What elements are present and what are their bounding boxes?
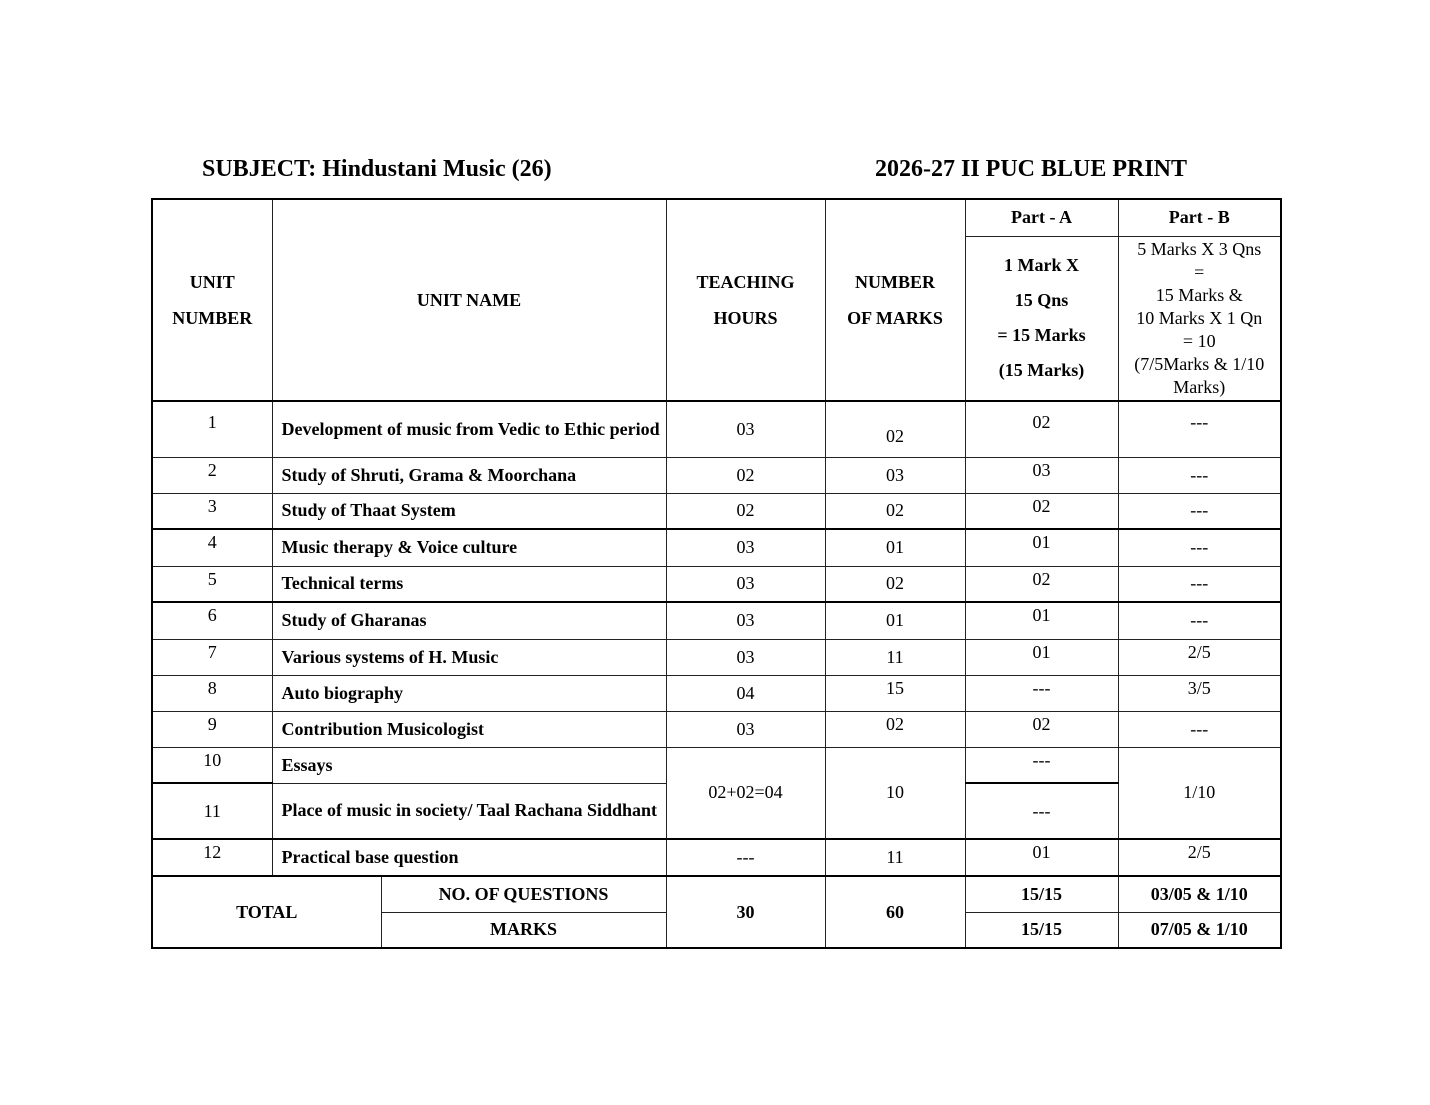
subject-title: SUBJECT: Hindustani Music (26) xyxy=(202,156,552,182)
unit-name: Auto biography xyxy=(272,675,666,711)
unit-number: 5 xyxy=(152,566,272,602)
unit-number: 2 xyxy=(152,457,272,493)
part-b-value: --- xyxy=(1118,566,1281,602)
table-row xyxy=(152,675,1281,711)
table-row xyxy=(152,401,1281,457)
part-b-value: --- xyxy=(1118,602,1281,639)
part-a-value: 01 xyxy=(965,639,1118,675)
part-b-value: 2/5 xyxy=(1118,639,1281,675)
total-marks: 60 xyxy=(825,876,965,948)
unit-name: Various systems of H. Music xyxy=(272,639,666,675)
unit-number: 9 xyxy=(152,711,272,747)
table-row xyxy=(152,566,1281,602)
number-of-marks: 02 xyxy=(825,711,965,747)
table-row xyxy=(152,711,1281,747)
unit-number: 12 xyxy=(152,839,272,876)
part-a-total-questions: 15/15 xyxy=(965,876,1118,912)
table-row xyxy=(152,493,1281,529)
table-row xyxy=(152,839,1281,876)
part-a-value: 01 xyxy=(965,839,1118,876)
unit-number: 6 xyxy=(152,602,272,639)
part-b-value: 2/5 xyxy=(1118,839,1281,876)
total-label: TOTAL xyxy=(152,876,381,948)
part-a-value: --- xyxy=(965,783,1118,839)
header-teaching-hours: TEACHING HOURS xyxy=(666,199,825,401)
part-b-value: --- xyxy=(1118,529,1281,566)
table-row xyxy=(152,639,1281,675)
teaching-hours: 04 xyxy=(666,675,825,711)
teaching-hours: 02+02=04 xyxy=(666,747,825,839)
number-of-marks: 11 xyxy=(825,639,965,675)
part-a-value: 01 xyxy=(965,602,1118,639)
unit-name: Music therapy & Voice culture xyxy=(272,529,666,566)
number-of-marks: 11 xyxy=(825,839,965,876)
marks-label: MARKS xyxy=(381,912,666,948)
unit-number: 10 xyxy=(152,747,272,783)
part-b-value: --- xyxy=(1118,401,1281,457)
table-row xyxy=(152,529,1281,566)
table-row xyxy=(152,602,1281,639)
unit-name: Study of Shruti, Grama & Moorchana xyxy=(272,457,666,493)
total-hours: 30 xyxy=(666,876,825,948)
unit-number: 1 xyxy=(152,401,272,457)
part-b-value: --- xyxy=(1118,493,1281,529)
part-a-value: 02 xyxy=(965,401,1118,457)
part-a-value: --- xyxy=(965,675,1118,711)
header-part-a: Part - A xyxy=(965,199,1118,236)
header-unit-name: UNIT NAME xyxy=(272,199,666,401)
part-a-value: 03 xyxy=(965,457,1118,493)
number-of-marks: 01 xyxy=(825,529,965,566)
teaching-hours: 03 xyxy=(666,639,825,675)
unit-number: 3 xyxy=(152,493,272,529)
part-a-total-marks: 15/15 xyxy=(965,912,1118,948)
unit-name: Practical base question xyxy=(272,839,666,876)
part-a-value: 01 xyxy=(965,529,1118,566)
part-b-total-marks: 07/05 & 1/10 xyxy=(1118,912,1281,948)
table-row xyxy=(152,457,1281,493)
teaching-hours: 02 xyxy=(666,493,825,529)
number-of-marks: 15 xyxy=(825,675,965,711)
table-row xyxy=(152,747,1281,783)
part-a-description: 1 Mark X 15 Qns = 15 Marks (15 Marks) xyxy=(965,236,1118,401)
unit-name: Essays xyxy=(272,747,666,783)
number-of-marks: 01 xyxy=(825,602,965,639)
part-b-value: --- xyxy=(1118,457,1281,493)
number-of-marks: 02 xyxy=(825,493,965,529)
teaching-hours: 03 xyxy=(666,401,825,457)
number-of-marks: 10 xyxy=(825,747,965,839)
header-row xyxy=(152,199,1281,236)
header-part-b: Part - B xyxy=(1118,199,1281,236)
unit-name: Development of music from Vedic to Ethic period xyxy=(272,401,666,457)
unit-number: 7 xyxy=(152,639,272,675)
unit-name: Technical terms xyxy=(272,566,666,602)
part-a-value: 02 xyxy=(965,711,1118,747)
part-a-value: 02 xyxy=(965,566,1118,602)
teaching-hours: 02 xyxy=(666,457,825,493)
unit-name: Place of music in society/ Taal Rachana Siddhant xyxy=(272,783,666,839)
part-a-value: 02 xyxy=(965,493,1118,529)
part-b-description: 5 Marks X 3 Qns = 15 Marks & 10 Marks X 1 Qn = 10 (7/5Marks & 1/10 Marks) xyxy=(1118,236,1281,401)
teaching-hours: 03 xyxy=(666,602,825,639)
part-b-value: 3/5 xyxy=(1118,675,1281,711)
teaching-hours: 03 xyxy=(666,711,825,747)
unit-number: 4 xyxy=(152,529,272,566)
teaching-hours: 03 xyxy=(666,566,825,602)
part-b-value: 1/10 xyxy=(1118,747,1281,839)
unit-number: 11 xyxy=(152,783,272,839)
header-unit-number: UNIT NUMBER xyxy=(152,199,272,401)
part-b-total-questions: 03/05 & 1/10 xyxy=(1118,876,1281,912)
total-row-questions xyxy=(152,876,1281,912)
unit-name: Study of Thaat System xyxy=(272,493,666,529)
unit-name: Contribution Musicologist xyxy=(272,711,666,747)
number-of-marks: 02 xyxy=(825,566,965,602)
number-of-marks: 03 xyxy=(825,457,965,493)
teaching-hours: 03 xyxy=(666,529,825,566)
part-b-value: --- xyxy=(1118,711,1281,747)
blueprint-table xyxy=(151,198,1282,949)
part-a-value: --- xyxy=(965,747,1118,783)
unit-name: Study of Gharanas xyxy=(272,602,666,639)
header-number-of-marks: NUMBER OF MARKS xyxy=(825,199,965,401)
number-of-marks: 02 xyxy=(825,401,965,457)
blueprint-title: 2026-27 II PUC BLUE PRINT xyxy=(875,156,1188,182)
teaching-hours: --- xyxy=(666,839,825,876)
questions-label: NO. OF QUESTIONS xyxy=(381,876,666,912)
unit-number: 8 xyxy=(152,675,272,711)
